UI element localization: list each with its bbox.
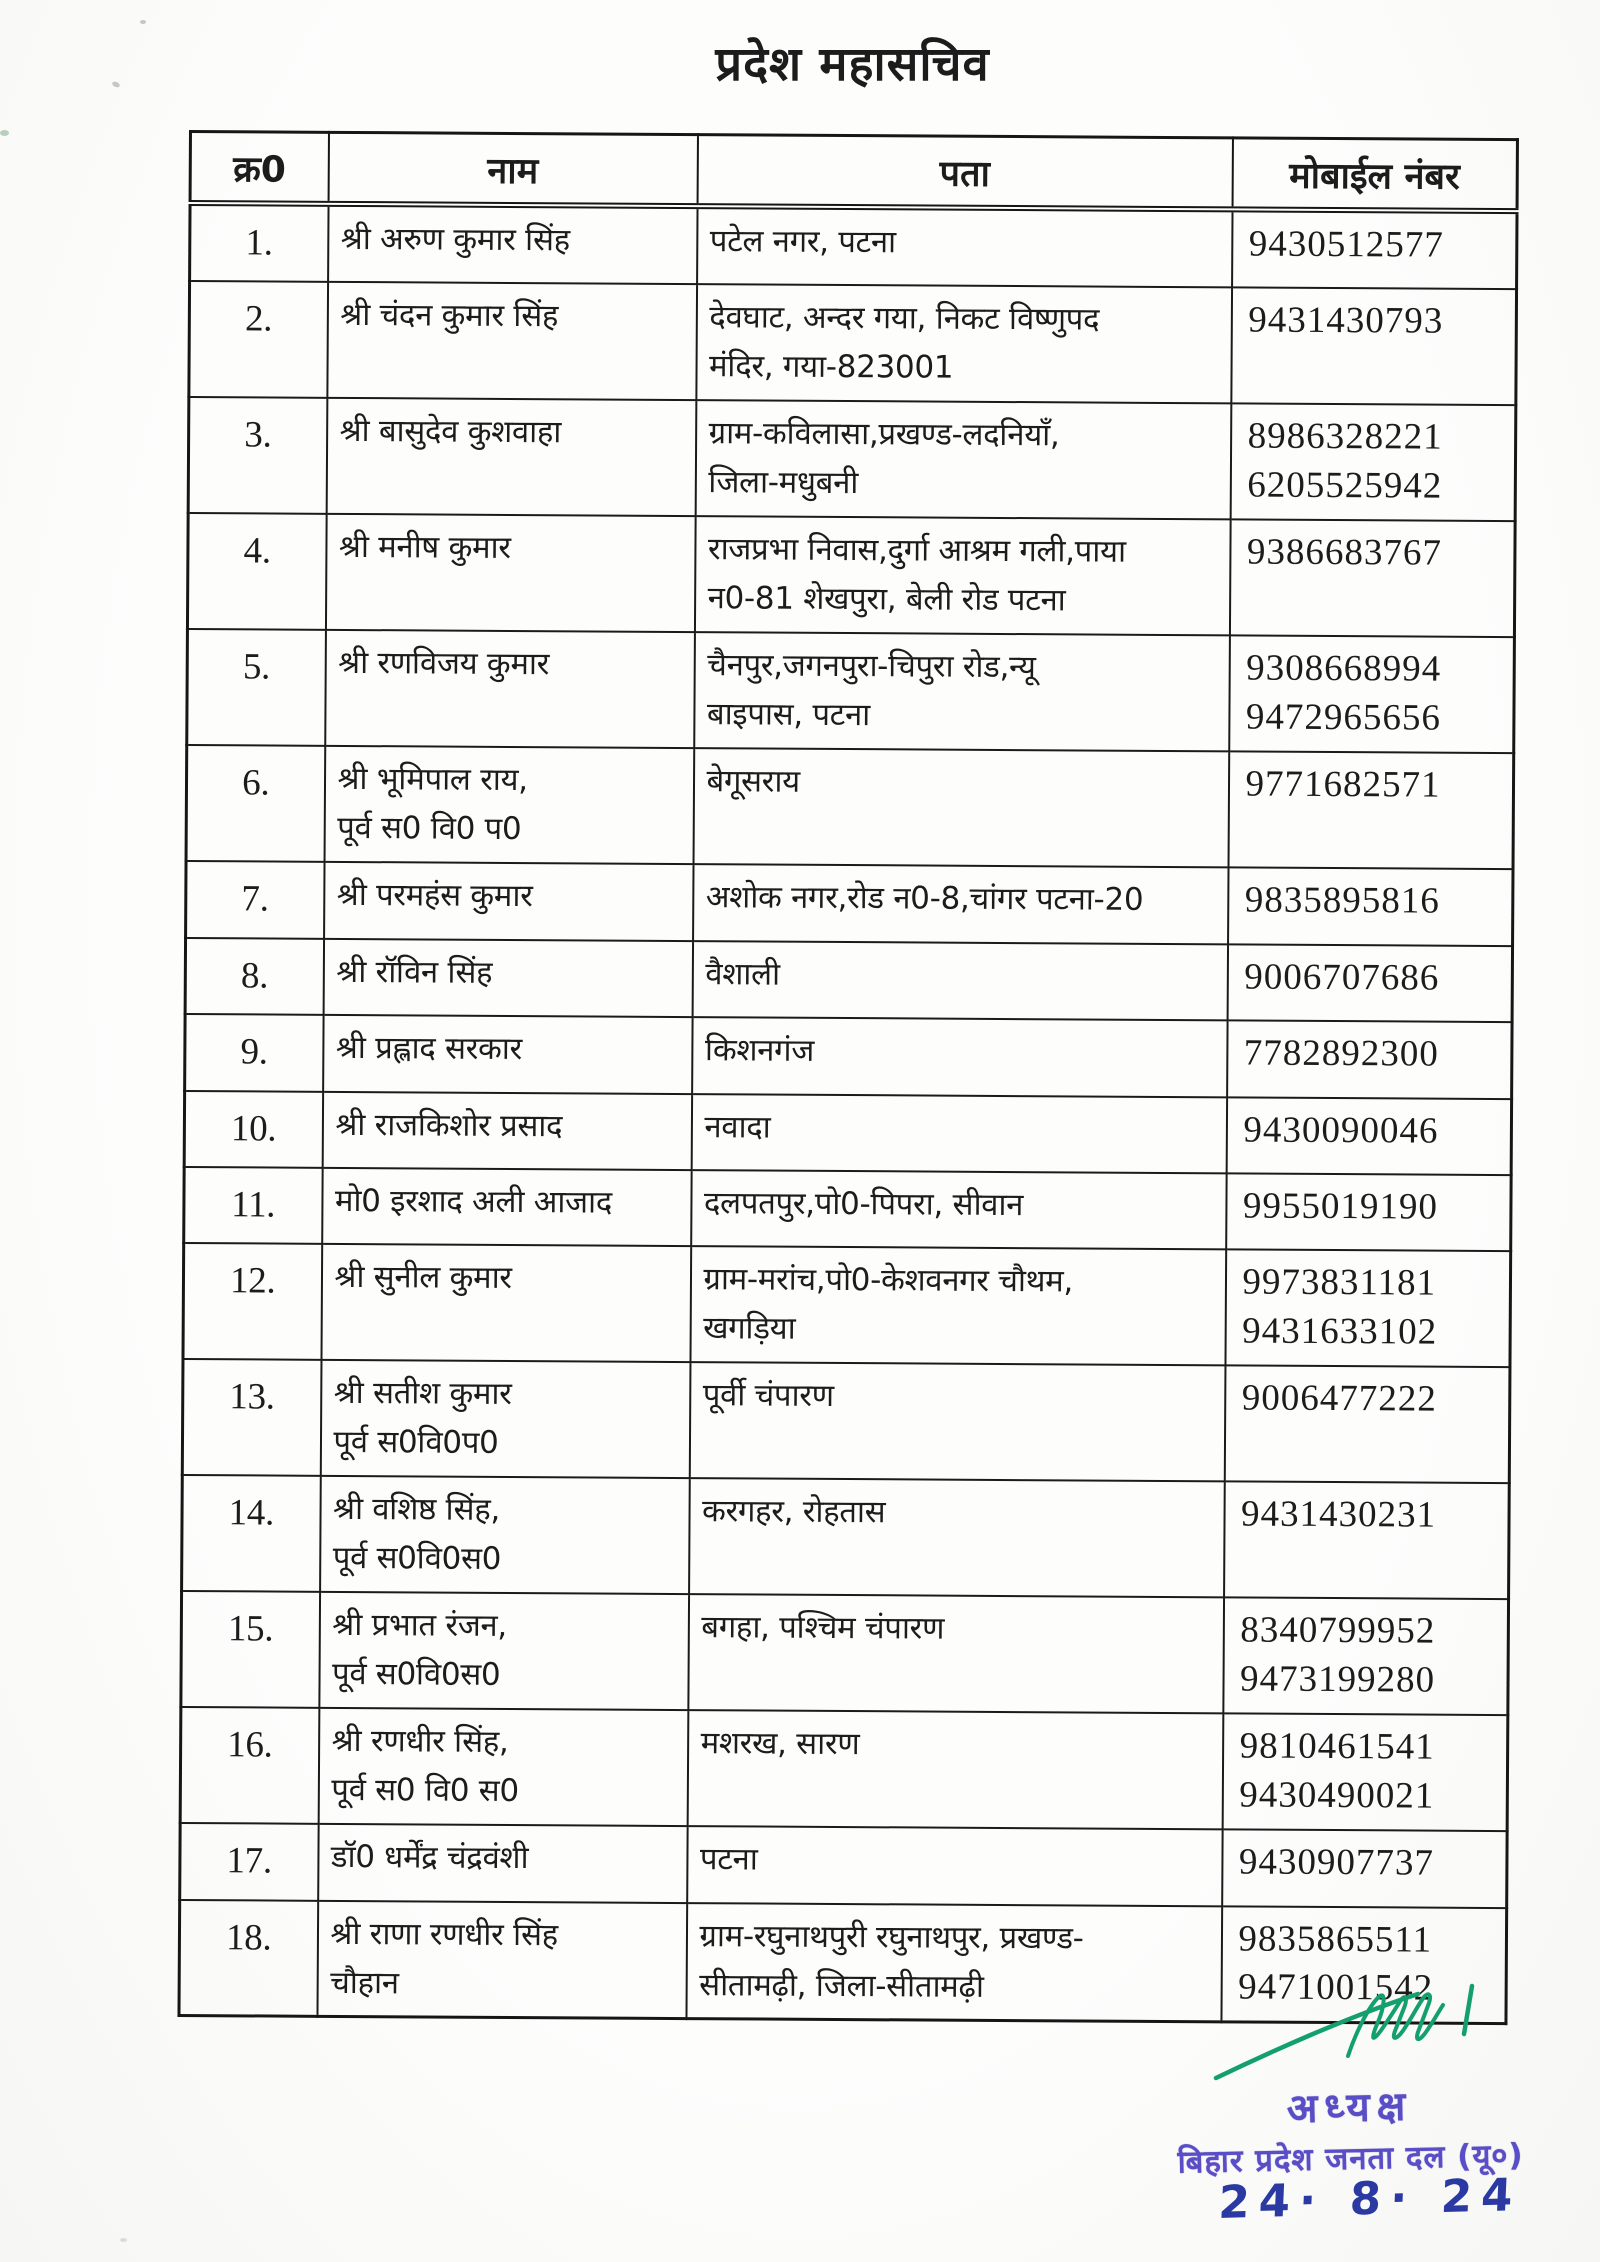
table-row <box>189 281 1517 405</box>
cell-phone: 9810461541 9430490021 <box>1222 1714 1508 1832</box>
cell-name: श्री भूमिपाल राय, पूर्व स0 वि0 प0 <box>324 746 694 864</box>
cell-address: दलपतपुर,पो0-पिपरा, सीवान <box>691 1170 1226 1250</box>
cell-address: ग्राम-मरांच,पो0-केशवनगर चौथम, खगड़िया <box>690 1246 1226 1365</box>
cell-address: नवादा <box>691 1094 1226 1174</box>
cell-address: राजप्रभा निवास,दुर्गा आश्रम गली,पाया न0-81 शेखपुरा, बेली रोड पटना <box>694 516 1230 635</box>
table-row <box>181 1591 1509 1715</box>
table-row <box>186 861 1513 946</box>
cell-phone: 9955019190 <box>1226 1173 1511 1251</box>
table-body <box>179 203 1517 2024</box>
stamp-organization: बिहार प्रदेश जनता दल (यू०) <box>1177 2137 1525 2181</box>
cell-serial: 10. <box>184 1090 322 1167</box>
cell-address: ग्राम-रघुनाथपुरी रघुनाथपुर, प्रखण्ड- सीतामढ़ी, जिला-सीतामढ़ी <box>686 1903 1222 2023</box>
cell-name: श्री रणधीर सिंह, पूर्व स0 वि0 स0 <box>318 1708 688 1826</box>
cell-phone: 9973831181 9431633102 <box>1225 1250 1511 1368</box>
members-table-wrap <box>177 130 1516 2026</box>
table-row <box>186 745 1514 869</box>
cell-phone: 9430090046 <box>1226 1097 1511 1175</box>
page-title: प्रदेश महासचिव <box>715 37 990 92</box>
cell-name: श्री परमहंस कुमार <box>324 862 693 941</box>
cell-phone: 9308668994 9472965656 <box>1229 636 1515 754</box>
cell-serial: 15. <box>181 1591 320 1708</box>
header-mobile: मोबाईल नंबर <box>1232 138 1517 211</box>
cell-serial: 17. <box>180 1823 318 1900</box>
header-serial: क्र0 <box>190 132 328 204</box>
office-stamp <box>1139 2074 1561 2184</box>
cell-address: वैशाली <box>692 941 1227 1021</box>
table-row <box>190 203 1517 290</box>
cell-address: करगहर, रोहतास <box>689 1478 1225 1597</box>
cell-name: श्री बासुदेव कुशवाहा <box>326 398 696 516</box>
cell-phone: 8340799952 9473199280 <box>1223 1598 1509 1716</box>
cell-address: बगहा, पश्चिम चंपारण <box>688 1594 1224 1713</box>
cell-address: बेगूसराय <box>693 748 1229 867</box>
cell-name: श्री रॉविन सिंह <box>323 938 692 1017</box>
cell-name: श्री सतीश कुमार पूर्व स0वि0प0 <box>320 1360 690 1478</box>
cell-serial: 5. <box>187 629 326 746</box>
cell-serial: 8. <box>185 938 323 1015</box>
handwritten-date: 24· 8· 24 <box>1217 2167 1523 2230</box>
cell-serial: 6. <box>186 745 325 862</box>
cell-name: श्री राणा रणधीर सिंह चौहान <box>317 1900 687 2019</box>
scan-artifact <box>0 130 9 136</box>
table-row <box>180 1823 1507 1908</box>
table-header-row <box>190 132 1517 212</box>
cell-serial: 13. <box>182 1359 321 1476</box>
table-row <box>182 1475 1510 1599</box>
table-row <box>188 397 1516 521</box>
members-table <box>177 130 1519 2026</box>
cell-phone: 9430907737 <box>1222 1829 1507 1907</box>
cell-serial: 4. <box>187 513 326 630</box>
cell-address: ग्राम-कविलासा,प्रखण्ड-लदनियाँ, जिला-मधुबनी <box>695 400 1231 519</box>
cell-address: किशनगंज <box>692 1017 1227 1097</box>
table-row <box>183 1243 1511 1367</box>
table-row <box>184 1167 1511 1252</box>
cell-serial: 2. <box>189 281 328 398</box>
cell-name: श्री वशिष्ठ सिंह, पूर्व स0वि0स0 <box>320 1476 690 1594</box>
scan-artifact <box>111 81 120 89</box>
cell-address: पटेल नगर, पटना <box>697 206 1232 288</box>
header-name: नाम <box>328 132 697 206</box>
cell-address: मशरख, सारण <box>687 1710 1223 1829</box>
cell-phone: 9386683767 <box>1229 520 1515 638</box>
cell-phone: 9431430793 <box>1231 288 1517 406</box>
cell-serial: 9. <box>185 1014 323 1091</box>
cell-name: श्री अरुण कुमार सिंह <box>328 204 697 285</box>
cell-phone: 9431430231 <box>1224 1482 1510 1600</box>
cell-serial: 18. <box>179 1900 318 2017</box>
cell-name: डॉ0 धर्मेंद्र चंद्रवंशी <box>318 1824 687 1903</box>
cell-phone: 9430512577 <box>1232 209 1517 289</box>
table-row <box>187 629 1515 753</box>
cell-serial: 14. <box>182 1475 321 1592</box>
table-row <box>187 513 1515 637</box>
cell-phone: 9006707686 <box>1227 944 1512 1022</box>
cell-name: श्री चंदन कुमार सिंह <box>327 282 697 400</box>
cell-name: मो0 इरशाद अली आजाद <box>322 1168 691 1247</box>
table-row <box>182 1359 1510 1483</box>
cell-phone: 8986328221 6205525942 <box>1230 404 1516 522</box>
cell-address: देवघाट, अन्दर गया, निकट विष्णुपद मंदिर, गया-823001 <box>696 285 1232 404</box>
cell-address: पटना <box>687 1826 1222 1906</box>
cell-address: चैनपुर,जगनपुरा-चिपुरा रोड,न्यू बाइपास, पटना <box>694 632 1230 751</box>
cell-name: श्री राजकिशोर प्रसाद <box>322 1091 691 1170</box>
cell-address: अशोक नगर,रोड न0-8,चांगर पटना-20 <box>693 864 1228 944</box>
table-row <box>185 938 1512 1023</box>
cell-serial: 12. <box>183 1243 322 1360</box>
cell-serial: 3. <box>188 397 327 514</box>
cell-name: श्री प्रह्लाद सरकार <box>323 1015 692 1094</box>
cell-phone: 9835895816 <box>1228 868 1513 946</box>
table-row <box>184 1090 1511 1175</box>
cell-phone: 9835865511 9471001542 <box>1221 1906 1507 2024</box>
cell-phone: 9006477222 <box>1224 1366 1510 1484</box>
cell-name: श्री रणविजय कुमार <box>325 630 695 748</box>
table-row <box>185 1014 1512 1099</box>
header-address: पता <box>697 135 1232 210</box>
scan-artifact <box>120 2238 127 2242</box>
table-row <box>180 1707 1508 1831</box>
cell-name: श्री मनीष कुमार <box>325 514 695 632</box>
cell-name: श्री प्रभात रंजन, पूर्व स0वि0स0 <box>319 1592 689 1710</box>
cell-serial: 11. <box>184 1167 322 1244</box>
cell-address: पूर्वी चंपारण <box>689 1362 1225 1481</box>
cell-serial: 7. <box>186 861 324 938</box>
cell-phone: 9771682571 <box>1228 752 1514 870</box>
signature-icon <box>1210 1960 1510 2090</box>
stamp-designation: अध्यक्ष <box>1286 2083 1413 2133</box>
cell-name: श्री सुनील कुमार <box>321 1244 691 1362</box>
scan-artifact <box>140 20 146 24</box>
cell-phone: 7782892300 <box>1227 1020 1512 1098</box>
cell-serial: 1. <box>190 203 328 282</box>
cell-serial: 16. <box>180 1707 319 1824</box>
